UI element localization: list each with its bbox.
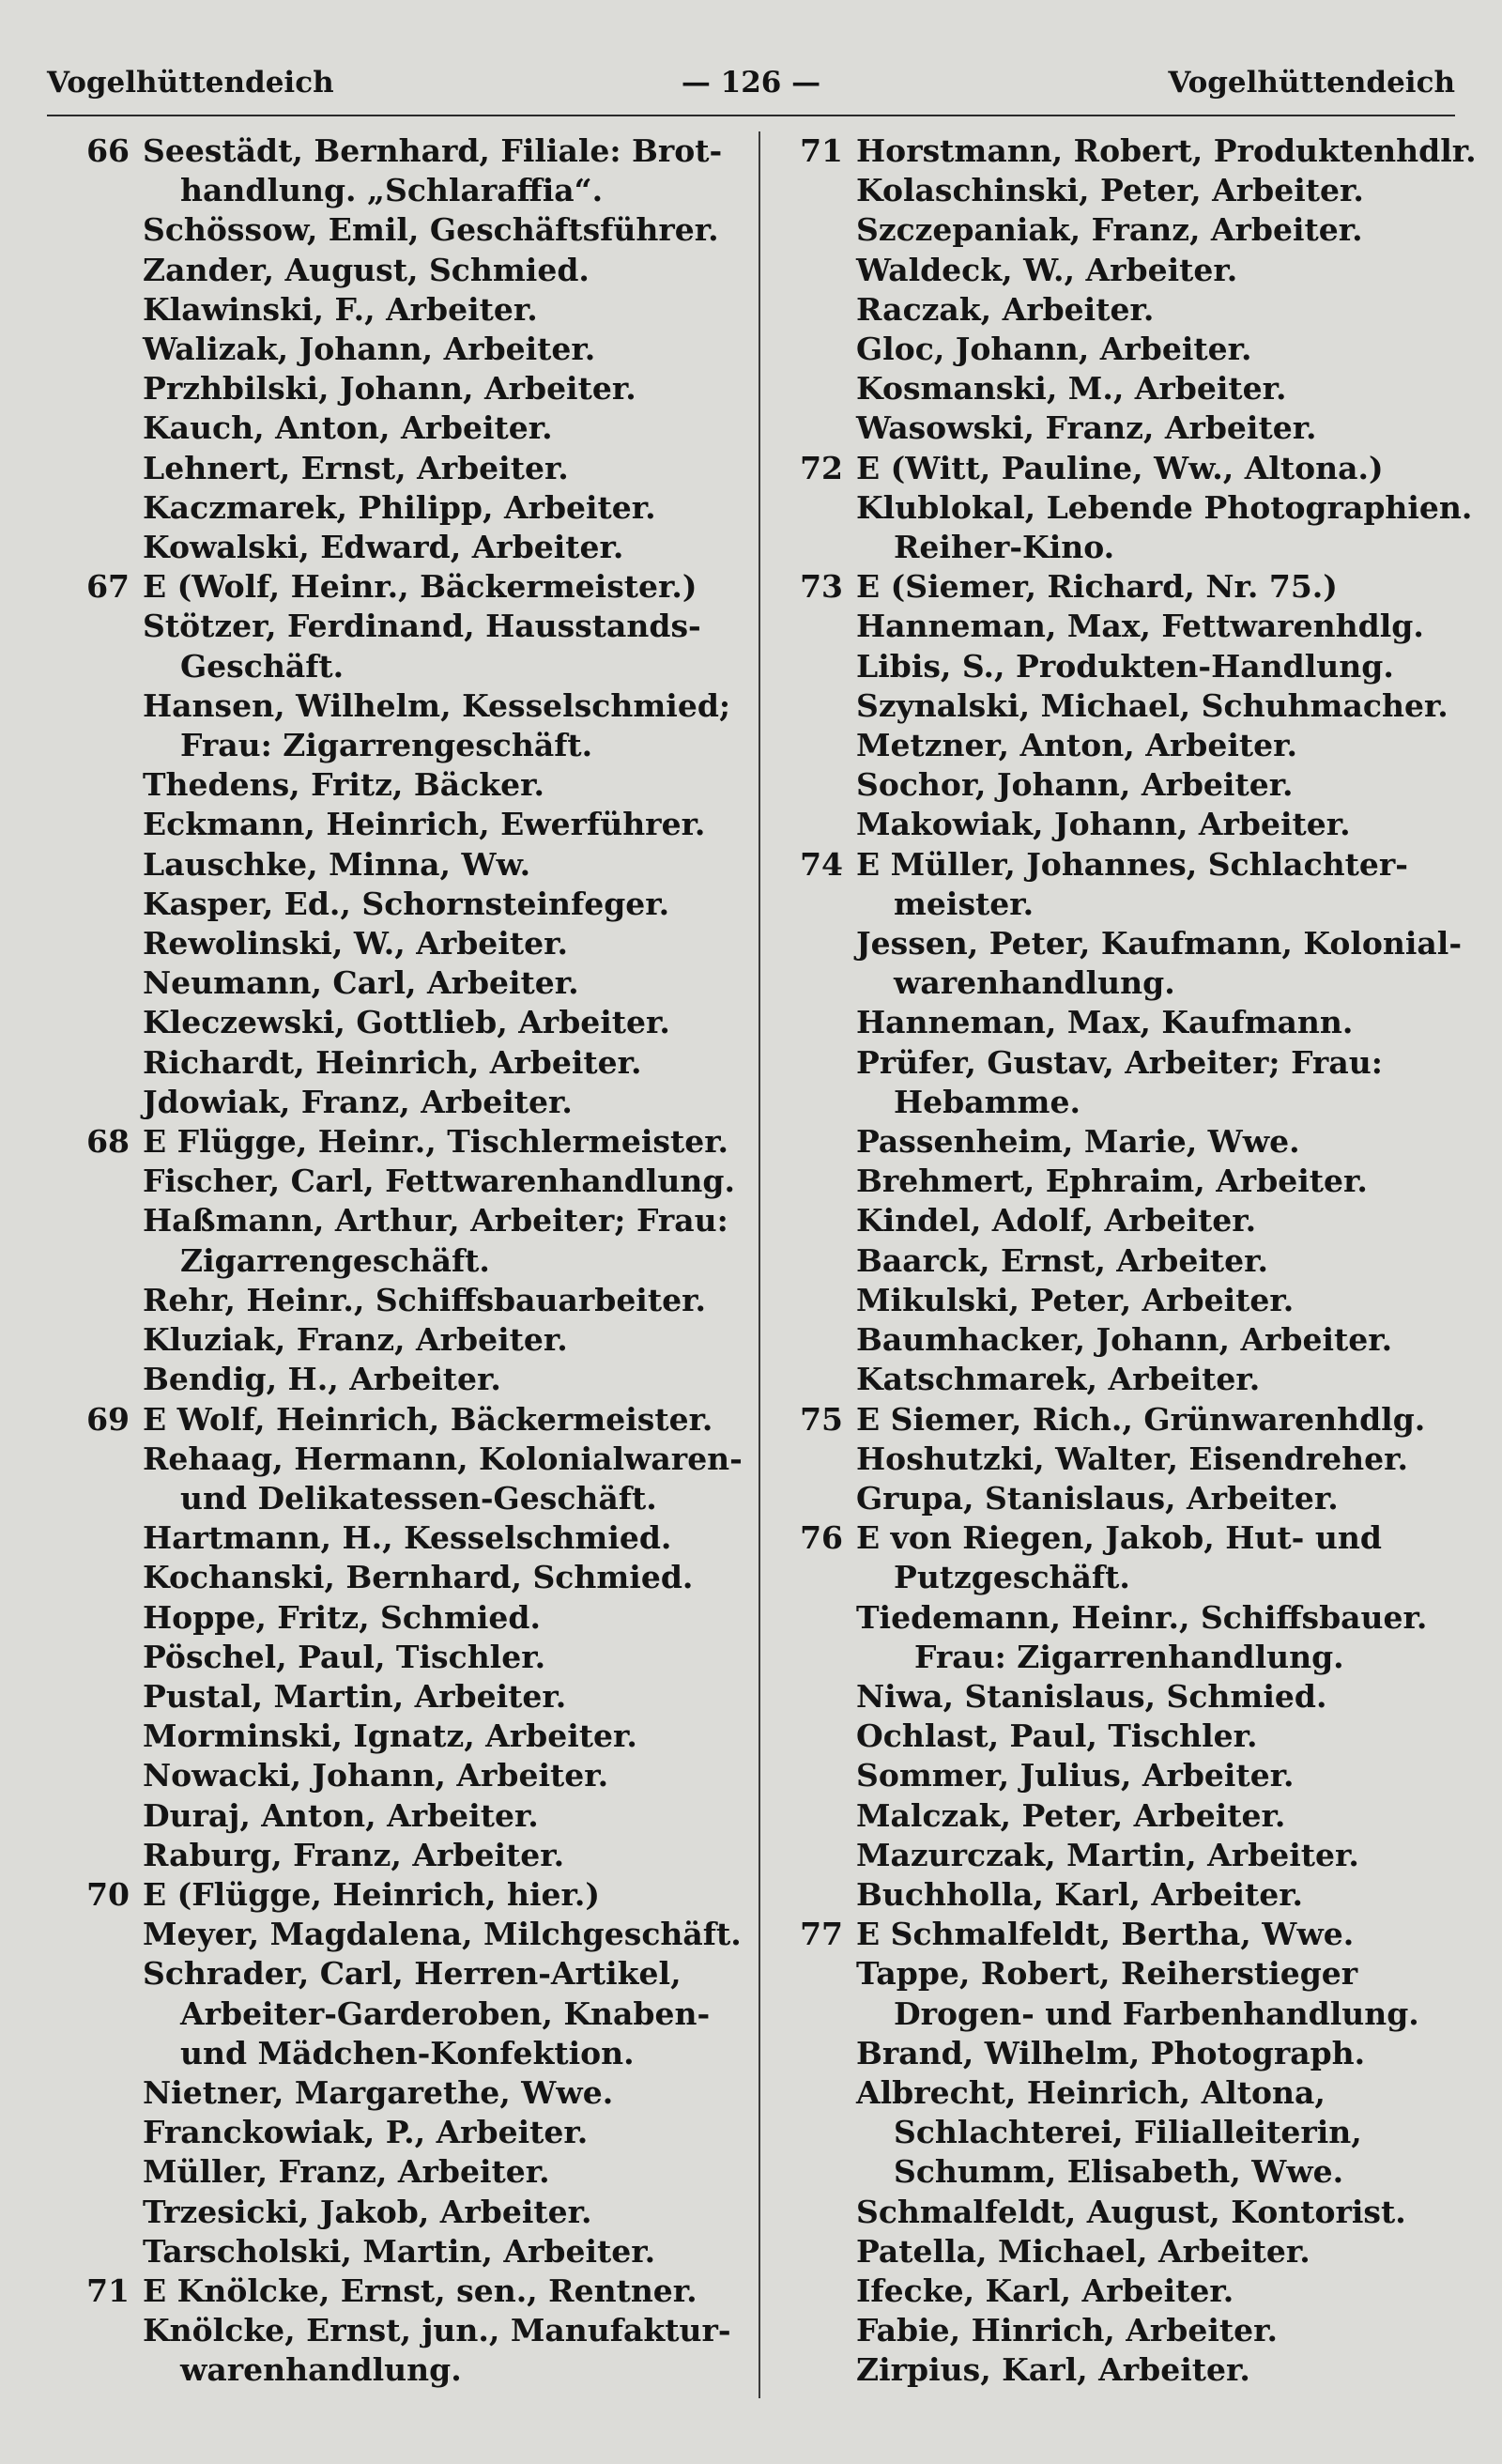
resident-line: Morminski, Ignatz, Arbeiter. [143, 1717, 637, 1755]
house-number: 77 [800, 1916, 843, 1953]
resident-line: Rehaag, Hermann, Kolonialwaren- [143, 1440, 743, 1477]
house-number: 68 [86, 1123, 130, 1161]
resident-line: Lauschke, Minna, Ww. [143, 845, 531, 883]
resident-line: Przhbilski, Johann, Arbeiter. [143, 370, 636, 408]
resident-line: Hansen, Wilhelm, Kesselschmied; [143, 686, 731, 724]
resident-line: Libis, S., Produkten-Handlung. [856, 647, 1394, 685]
resident-line: E Knölcke, Ernst, sen., Rentner. [143, 2272, 697, 2309]
resident-line: E Müller, Johannes, Schlachter- [856, 845, 1408, 883]
resident-line: Mazurczak, Martin, Arbeiter. [856, 1836, 1359, 1873]
resident-line: Hartmann, H., Kesselschmied. [143, 1519, 672, 1557]
resident-line: Kolaschinski, Peter, Arbeiter. [856, 172, 1364, 209]
resident-line: Nietner, Margarethe, Wwe. [143, 2073, 614, 2111]
resident-line: Brand, Wilhelm, Photograph. [856, 2034, 1366, 2071]
header-street-right: Vogelhüttendeich [1168, 66, 1455, 100]
resident-line: Prüfer, Gustav, Arbeiter; Frau: [856, 1043, 1383, 1081]
resident-line: Lehnert, Ernst, Arbeiter. [143, 449, 569, 486]
house-entry [789, 1400, 1464, 1519]
resident-line: Katschmarek, Arbeiter. [856, 1361, 1261, 1398]
page-header [47, 58, 1455, 115]
resident-line: E Wolf, Heinrich, Bäckermeister. [143, 1400, 713, 1438]
resident-line: Hanneman, Max, Fettwarenhdlg. [856, 608, 1424, 645]
house-number: 67 [86, 568, 130, 606]
house-entry [75, 131, 723, 567]
resident-line: E Schmalfeldt, Bertha, Wwe. [856, 1916, 1355, 1953]
resident-line: Kasper, Ed., Schornsteinfeger. [143, 885, 670, 922]
resident-line: Nowacki, Johann, Arbeiter. [143, 1757, 609, 1794]
resident-line: Eckmann, Heinrich, Ewerführer. [143, 806, 706, 843]
resident-line: Hoppe, Fritz, Schmied. [143, 1598, 541, 1636]
resident-line: Drogen- und Farbenhandlung. [894, 1994, 1419, 2032]
resident-line: Klawinski, F., Arbeiter. [143, 290, 538, 328]
resident-line: Franckowiak, P., Arbeiter. [143, 2114, 589, 2151]
house-entry [789, 1915, 1464, 2390]
resident-line: Hoshutzki, Walter, Eisendreher. [856, 1440, 1408, 1477]
resident-line: Pöschel, Paul, Tischler. [143, 1638, 546, 1675]
resident-line: Raczak, Arbeiter. [856, 290, 1155, 328]
house-number: 71 [800, 132, 843, 169]
resident-line: Albrecht, Heinrich, Altona, [856, 2073, 1326, 2111]
resident-line: Geschäft. [180, 647, 345, 685]
resident-line: Reiher-Kino. [894, 529, 1115, 566]
resident-line: Rehr, Heinr., Schiffsbauarbeiter. [143, 1281, 706, 1318]
resident-line: Walizak, Johann, Arbeiter. [143, 331, 596, 368]
resident-line: Mikulski, Peter, Arbeiter. [856, 1281, 1295, 1318]
resident-line: Thedens, Fritz, Bäcker. [143, 766, 544, 804]
resident-line: Stötzer, Ferdinand, Hausstands- [143, 608, 701, 645]
resident-line: Baumhacker, Johann, Arbeiter. [856, 1321, 1393, 1359]
resident-line: Neumann, Carl, Arbeiter. [143, 964, 579, 1002]
resident-line: und Delikatessen-Geschäft. [180, 1479, 657, 1517]
resident-line: meister. [894, 885, 1035, 922]
resident-line: Seestädt, Bernhard, Filiale: Brot- [143, 132, 723, 169]
resident-line: E Flügge, Heinr., Tischlermeister. [143, 1123, 729, 1161]
left-column [75, 131, 743, 2391]
resident-line: Gloc, Johann, Arbeiter. [856, 331, 1252, 368]
resident-line: Duraj, Anton, Arbeiter. [143, 1796, 539, 1834]
resident-line: Arbeiter-Garderoben, Knaben- [180, 1994, 711, 2032]
resident-line: Grupa, Stanislaus, Arbeiter. [856, 1479, 1339, 1517]
right-column [789, 131, 1477, 2391]
house-entry [75, 1400, 743, 1875]
resident-line: Ifecke, Karl, Arbeiter. [856, 2272, 1234, 2309]
resident-line: E (Flügge, Heinrich, hier.) [143, 1875, 601, 1913]
house-number: 74 [800, 845, 843, 883]
resident-line: handlung. „Schlaraffia“. [180, 172, 604, 209]
resident-line: Richardt, Heinrich, Arbeiter. [143, 1043, 642, 1081]
house-entry [75, 1875, 742, 2272]
house-entry [789, 131, 1477, 449]
resident-line: Zigarrengeschäft. [180, 1241, 490, 1279]
house-number: 76 [800, 1519, 843, 1557]
resident-line: Malczak, Peter, Arbeiter. [856, 1796, 1286, 1834]
resident-line: Putzgeschäft. [894, 1559, 1130, 1596]
resident-line: Kochanski, Bernhard, Schmied. [143, 1559, 694, 1596]
resident-line: E Siemer, Rich., Grünwarenhdlg. [856, 1400, 1426, 1438]
resident-line: Ochlast, Paul, Tischler. [856, 1717, 1258, 1755]
resident-line: Szczepaniak, Franz, Arbeiter. [856, 211, 1363, 249]
resident-line: Kaczmarek, Philipp, Arbeiter. [143, 488, 656, 526]
resident-line: Knölcke, Ernst, jun., Manufaktur- [143, 2312, 731, 2349]
resident-line: warenhandlung. [180, 2351, 462, 2389]
resident-line: Jdowiak, Franz, Arbeiter. [143, 1083, 573, 1120]
resident-line: Hanneman, Max, Kaufmann. [856, 1004, 1354, 1041]
house-number: 66 [86, 132, 130, 169]
resident-line: Tappe, Robert, Reiherstieger [856, 1955, 1358, 1993]
resident-line: Zirpius, Karl, Arbeiter. [856, 2351, 1250, 2389]
resident-line: Brehmert, Ephraim, Arbeiter. [856, 1163, 1368, 1200]
resident-line: Schmalfeldt, August, Kontorist. [856, 2193, 1406, 2230]
resident-line: Hebamme. [894, 1083, 1081, 1120]
resident-line: Rewolinski, W., Arbeiter. [143, 925, 568, 962]
house-number: 71 [86, 2272, 130, 2309]
resident-line: Kluziak, Franz, Arbeiter. [143, 1321, 568, 1359]
resident-line: Meyer, Magdalena, Milchgeschäft. [143, 1916, 742, 1953]
house-number: 73 [800, 568, 843, 606]
resident-line: Schrader, Carl, Herren-Artikel, [143, 1955, 682, 1993]
resident-line: Sommer, Julius, Arbeiter. [856, 1757, 1295, 1794]
resident-line: Kauch, Anton, Arbeiter. [143, 409, 553, 447]
house-entry [789, 845, 1464, 1400]
resident-line: Zander, August, Schmied. [143, 251, 590, 288]
resident-line: Patella, Michael, Arbeiter. [856, 2232, 1310, 2270]
resident-line: Kleczewski, Gottlieb, Arbeiter. [143, 1004, 670, 1041]
header-rule [47, 115, 1455, 116]
resident-line: warenhandlung. [894, 964, 1175, 1002]
resident-line: Frau: Zigarrengeschäft. [180, 727, 593, 764]
resident-line: Trzesicki, Jakob, Arbeiter. [143, 2193, 592, 2230]
house-entry [789, 449, 1473, 568]
resident-line: E (Witt, Pauline, Ww., Altona.) [856, 449, 1384, 486]
page-number: — 126 — [681, 66, 821, 100]
column-divider [759, 131, 760, 2398]
resident-line: Niwa, Stanislaus, Schmied. [856, 1677, 1327, 1715]
resident-line: Fabie, Hinrich, Arbeiter. [856, 2312, 1278, 2349]
resident-line: Schumm, Elisabeth, Wwe. [894, 2153, 1344, 2191]
house-entry [75, 567, 731, 1122]
resident-line: Schössow, Emil, Geschäftsführer. [143, 211, 719, 249]
resident-line: Fischer, Carl, Fettwarenhandlung. [143, 1163, 735, 1200]
resident-line: Tiedemann, Heinr., Schiffsbauer. [856, 1598, 1428, 1636]
resident-line: Pustal, Martin, Arbeiter. [143, 1677, 567, 1715]
resident-line: Metzner, Anton, Arbeiter. [856, 727, 1297, 764]
resident-line: E von Riegen, Jakob, Hut- und [856, 1519, 1382, 1557]
resident-line: Bendig, H., Arbeiter. [143, 1361, 501, 1398]
house-entry [789, 567, 1464, 844]
resident-line: Raburg, Franz, Arbeiter. [143, 1836, 565, 1873]
resident-line: Buchholla, Karl, Arbeiter. [856, 1875, 1304, 1913]
resident-line: Baarck, Ernst, Arbeiter. [856, 1241, 1268, 1279]
resident-line: Sochor, Johann, Arbeiter. [856, 766, 1294, 804]
house-number: 69 [86, 1400, 130, 1438]
resident-line: Waldeck, W., Arbeiter. [856, 251, 1238, 288]
resident-line: Makowiak, Johann, Arbeiter. [856, 806, 1351, 843]
resident-line: Wasowski, Franz, Arbeiter. [856, 409, 1317, 447]
header-street-left: Vogelhüttendeich [47, 66, 334, 100]
resident-line: Horstmann, Robert, Produktenhdlr. [856, 132, 1477, 169]
house-entry [789, 1518, 1464, 1915]
house-number: 72 [800, 449, 843, 486]
resident-line: Passenheim, Marie, Wwe. [856, 1123, 1300, 1161]
house-number: 70 [86, 1875, 130, 1913]
resident-line: Frau: Zigarrenhandlung. [914, 1638, 1344, 1675]
resident-line: und Mädchen-Konfektion. [180, 2034, 635, 2071]
resident-line: Jessen, Peter, Kaufmann, Kolonial- [856, 925, 1463, 962]
resident-line: Haßmann, Arthur, Arbeiter; Frau: [143, 1202, 728, 1240]
resident-line: Kowalski, Edward, Arbeiter. [143, 529, 624, 566]
resident-line: E (Wolf, Heinr., Bäckermeister.) [143, 568, 697, 606]
resident-line: Szynalski, Michael, Schuhmacher. [856, 686, 1448, 724]
resident-line: Schlachterei, Filialleiterin, [894, 2114, 1362, 2151]
house-entry [75, 2272, 731, 2391]
resident-line: E (Siemer, Richard, Nr. 75.) [856, 568, 1338, 606]
resident-line: Müller, Franz, Arbeiter. [143, 2153, 550, 2191]
resident-line: Kindel, Adolf, Arbeiter. [856, 1202, 1257, 1240]
resident-line: Tarscholski, Martin, Arbeiter. [143, 2232, 656, 2270]
house-entry [75, 1122, 735, 1399]
resident-line: Klublokal, Lebende Photographien. [856, 488, 1473, 526]
house-number: 75 [800, 1400, 843, 1438]
resident-line: Kosmanski, M., Arbeiter. [856, 370, 1287, 408]
